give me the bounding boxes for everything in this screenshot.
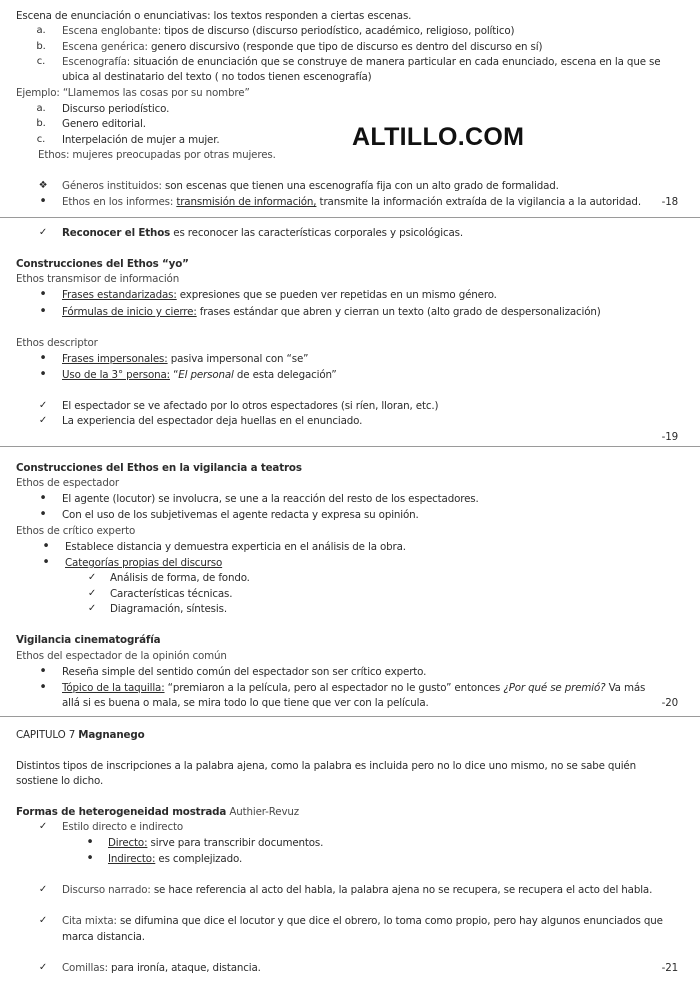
informes-line [62,195,641,209]
list-item [62,352,308,366]
item-label: Frases impersonales: [62,353,168,365]
list-item: La experiencia del espectador deja huellas en el enunciado. [62,415,363,427]
informes-link: transmisión de información, [176,196,317,208]
item-italic: ¿Por qué se premió? [503,682,606,694]
list-item [108,852,242,866]
chapter-title [16,728,145,742]
list-item: Genero editorial. [62,118,146,130]
item-label: Escenografía: [62,56,131,68]
list-marker: c. [36,134,46,145]
list-item [62,914,663,928]
list-item: Características técnicas. [110,588,233,600]
list-item [62,24,514,38]
item-text: situación de enunciación que se construye de manera particular en cada enunciado, escena en la que se [130,56,661,68]
item-text: pasiva impersonal con “se” [167,353,309,365]
check-icon: ✓ [87,572,97,583]
ethos-line: Ethos: mujeres preocupadas por otras mujeres. [38,149,276,161]
list-item [62,288,497,302]
item-text: expresiones que se pueden ver repetidas en un mismo género. [176,289,497,301]
generos-text: son escenas que tienen una escenografía fija con un alto grado de formalidad. [161,180,559,192]
list-item [62,40,542,54]
list-marker: b. [36,118,46,129]
chapter-prefix: CAPITULO 7 [16,729,79,741]
list-marker: b. [36,41,46,52]
check-icon: ✓ [38,962,48,973]
intro-line: sostiene lo dicho. [16,775,104,787]
check-icon: ✓ [38,884,48,895]
item-text: de esta delegación” [233,369,337,381]
check-icon: ✓ [38,915,48,926]
page-number: -18 [661,196,678,208]
informes-pre: Ethos en los informes: [62,196,177,208]
bullet-icon: • [39,194,47,209]
check-icon: ✓ [38,415,48,426]
item-text: sirve para transcribir documentos. [147,837,324,849]
intro-line: Distintos tipos de inscripciones a la palabra ajena, como la palabra es incluida pero no lo dice uno mismo, no se sabe quién [16,760,636,772]
generos-line [62,179,559,193]
bullet-icon: • [39,287,47,302]
check-icon: ✓ [38,821,48,832]
check-icon: ✓ [87,588,97,599]
list-item-continued: ubica al destinatario del texto ( no todos tienen escenografía) [62,71,372,83]
bullet-icon: • [42,555,50,570]
item-text: para ironía, ataque, distancia. [107,962,261,974]
list-item-continued: marca distancia. [62,931,145,943]
page-divider [0,716,700,717]
item-text: es complejizado. [155,853,243,865]
item-text: se difumina que dice el locutor y que dice el obrero, lo toma como propio, pero hay algunos enunciados que [116,915,663,927]
subheading: Ethos descriptor [16,337,98,349]
diamond-bullet-icon: ❖ [38,180,48,191]
subheading: Ethos transmisor de información [16,273,180,285]
list-marker: a. [36,25,46,36]
item-label: Uso de la 3° persona: [62,369,170,381]
list-item: Diagramación, síntesis. [110,603,227,615]
list-item [108,836,323,850]
page-divider [0,446,700,447]
reconocer-line [62,226,463,240]
scene-heading-bold: Escena de enunciación o enunciativas: [16,10,211,22]
item-italic: El personal [178,369,234,381]
item-label: Escena englobante: [62,25,162,37]
list-item [62,681,645,695]
item-label: Cita mixta: [62,915,117,927]
reconocer-bold: Reconocer el Ethos [62,227,171,239]
bullet-icon: • [39,507,47,522]
item-label: Indirecto: [108,853,156,865]
list-item [62,883,652,897]
bullet-icon: • [39,664,47,679]
list-item: Con el uso de los subjetivemas el agente redacta y expresa su opinión. [62,509,419,521]
section-heading: Construcciones del Ethos “yo” [16,258,189,270]
check-icon: ✓ [38,400,48,411]
item-text: frases estándar que abren y cierran un texto (alto grado de despersonalización) [196,306,601,318]
page-number: -21 [661,962,678,974]
reconocer-rest: es reconocer las características corporales y psicológicas. [170,227,464,239]
check-icon: ✓ [87,603,97,614]
item-label: Directo: [108,837,148,849]
item-text: “premiaron a la película, pero al espectador no le gusto” entonces [164,682,504,694]
informes-post: transmite la información extraída de la vigilancia a la autoridad. [316,196,641,208]
list-item [62,368,337,382]
bullet-icon: • [39,351,47,366]
scene-heading [16,9,411,23]
check-icon: ✓ [38,227,48,238]
bullet-icon: • [39,680,47,695]
list-marker: a. [36,103,46,114]
item-text: se hace referencia al acto del habla, la palabra ajena no se recupera, se recupera el acto del habla. [150,884,653,896]
watermark: ALTILLO.COM [352,123,525,151]
bullet-icon: • [86,835,94,850]
list-item: Estilo directo e indirecto [62,821,184,833]
formas-rest: Authier-Revuz [226,806,300,818]
list-item [62,305,601,319]
list-item-continued: allá si es buena o mala, se mira todo lo que tiene que ver con la película. [62,697,429,709]
scene-heading-rest: los textos responden a ciertas escenas. [210,10,412,22]
page-number: -19 [661,431,678,443]
list-item [62,55,660,69]
page-number: -20 [661,697,678,709]
item-text: tipos de discurso (discurso periodístico, académico, religioso, político) [161,25,515,37]
bullet-icon: • [42,539,50,554]
formas-heading [16,805,299,819]
chapter-author: Magnanego [78,729,145,741]
list-item: El espectador se ve afectado por lo otros espectadores (si ríen, lloran, etc.) [62,400,439,412]
bullet-icon: • [86,851,94,866]
list-item: Categorías propias del discurso [65,557,223,569]
item-label: Discurso narrado: [62,884,151,896]
example-title: Ejemplo: “Llamemos las cosas por su nombre” [16,87,250,99]
list-item: Análisis de forma, de fondo. [110,572,250,584]
item-label: Fórmulas de inicio y cierre: [62,306,197,318]
subheading: Ethos de crítico experto [16,525,136,537]
item-label: Escena genérica: [62,41,148,53]
list-item: El agente (locutor) se involucra, se une a la reacción del resto de los espectadores. [62,493,479,505]
section-heading: Vigilancia cinematográfía [16,634,161,646]
subheading: Ethos de espectador [16,477,119,489]
item-text: Va más [605,682,646,694]
list-item: Interpelación de mujer a mujer. [62,134,220,146]
item-text: “ [169,369,179,381]
list-marker: c. [36,56,46,67]
list-item: Establece distancia y demuestra experticia en el análisis de la obra. [65,541,406,553]
formas-bold: Formas de heterogeneidad mostrada [16,806,227,818]
bullet-icon: • [39,304,47,319]
item-text: genero discursivo (responde que tipo de discurso es dentro del discurso en sí) [147,41,543,53]
generos-label: Géneros instituidos: [62,180,162,192]
list-item: Discurso periodístico. [62,103,170,115]
subheading: Ethos del espectador de la opinión común [16,650,227,662]
item-label: Tópico de la taquilla: [62,682,165,694]
page-divider [0,217,700,218]
item-label: Frases estandarizadas: [62,289,177,301]
bullet-icon: • [39,367,47,382]
list-item [62,961,261,975]
item-label: Comillas: [62,962,108,974]
list-item: Reseña simple del sentido común del espectador son ser crítico experto. [62,666,427,678]
bullet-icon: • [39,491,47,506]
section-heading: Construcciones del Ethos en la vigilancia a teatros [16,462,302,474]
